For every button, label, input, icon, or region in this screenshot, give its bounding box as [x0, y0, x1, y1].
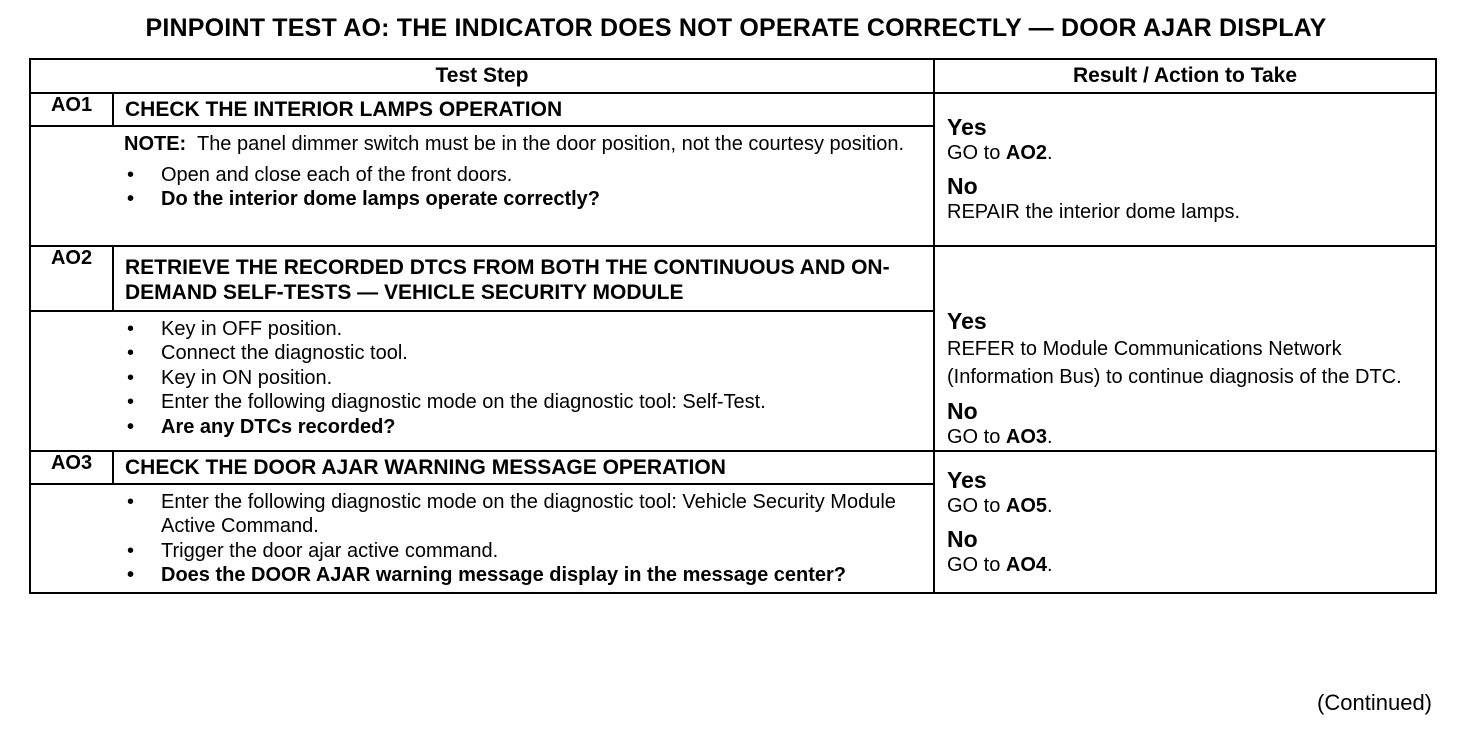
step-heading: RETRIEVE THE RECORDED DTCS FROM BOTH THE CONTINUOUS AND ON-DEMAND SELF-TESTS — VEHICLE SECURITY MODULE — [113, 246, 934, 311]
list-item: • Open and close each of the front doors. — [124, 163, 923, 188]
list-item: • Connect the diagnostic tool. — [124, 341, 923, 366]
step-reference: AO5 — [1005, 494, 1048, 517]
no-action: GO to AO4. — [947, 553, 1053, 576]
no-label: No — [947, 173, 978, 200]
yes-action: GO to AO2. — [947, 142, 1053, 165]
list-item: • Are any DTCs recorded? — [124, 415, 923, 440]
no-label: No — [947, 397, 978, 424]
step-reference: AO4 — [1005, 553, 1048, 576]
step-heading: CHECK THE INTERIOR LAMPS OPERATION — [113, 93, 934, 126]
list-item: • Do the interior dome lamps operate correctly? — [124, 187, 923, 212]
step-id: AO1 — [30, 93, 113, 126]
step-note — [124, 132, 923, 157]
yes-label: Yes — [947, 466, 987, 493]
page-title: PINPOINT TEST AO: THE INDICATOR DOES NOT OPERATE CORRECTLY — DOOR AJAR DISPLAY — [145, 14, 1327, 42]
step-id: AO3 — [30, 451, 113, 484]
step-heading-row — [30, 246, 1436, 311]
no-action: GO to AO3. — [947, 425, 1053, 448]
step-bullets — [124, 490, 923, 588]
step-bullets — [124, 163, 923, 212]
step-bullets — [124, 317, 923, 440]
step-heading: CHECK THE DOOR AJAR WARNING MESSAGE OPERATION — [113, 451, 934, 484]
test-step-header: Test Step — [30, 59, 934, 93]
step-heading-row — [30, 451, 1436, 484]
table-header-row — [30, 59, 1436, 93]
list-item: • Trigger the door ajar active command. — [124, 539, 923, 564]
no-label: No — [947, 525, 978, 552]
note-text: The panel dimmer switch must be in the door position, not the courtesy position. — [186, 133, 905, 155]
list-item: • Key in ON position. — [124, 366, 923, 391]
list-item: • Does the DOOR AJAR warning message display in the message center? — [124, 563, 923, 588]
step-reference: AO3 — [1005, 425, 1048, 448]
result-cell — [934, 451, 1436, 593]
step-id: AO2 — [30, 246, 113, 311]
no-action: REPAIR the interior dome lamps. — [947, 201, 1241, 224]
list-item: • Key in OFF position. — [124, 317, 923, 342]
yes-action: GO to AO5. — [947, 494, 1053, 517]
list-item: • Enter the following diagnostic mode on the diagnostic tool: Self-Test. — [124, 390, 923, 415]
result-cell — [934, 246, 1436, 451]
yes-action: REFER to Module Communications Network (Information Bus) to continue diagnosis of the DTC. — [947, 337, 1402, 388]
step-body — [113, 311, 934, 451]
step-body — [113, 126, 934, 246]
note-label: NOTE: — [124, 133, 187, 155]
step-body — [113, 484, 934, 593]
pinpoint-test-table — [29, 58, 1437, 594]
list-item: • Enter the following diagnostic mode on the diagnostic tool: Vehicle Security Module Active Command. — [124, 490, 923, 539]
continued-label: (Continued) — [1317, 690, 1432, 715]
yes-label: Yes — [947, 114, 987, 141]
result-cell — [934, 93, 1436, 246]
step-reference: AO2 — [1005, 142, 1048, 165]
yes-label: Yes — [947, 307, 987, 334]
result-header: Result / Action to Take — [934, 59, 1436, 93]
step-heading-row — [30, 93, 1436, 126]
